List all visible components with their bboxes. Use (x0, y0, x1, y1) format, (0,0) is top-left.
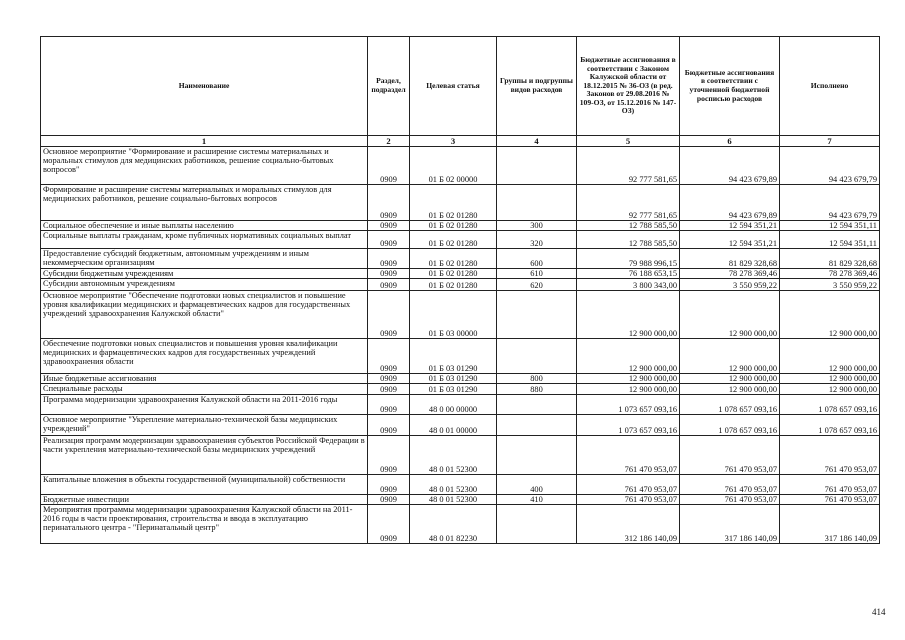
row-group: 320 (497, 231, 577, 249)
row-executed: 317 186 140,09 (780, 505, 880, 544)
row-assign-updated: 1 078 657 093,16 (680, 415, 780, 436)
row-section: 0909 (368, 221, 410, 231)
row-group (497, 339, 577, 374)
row-executed: 94 423 679,79 (780, 147, 880, 185)
table-row (41, 249, 880, 269)
row-assign-updated: 12 900 000,00 (680, 291, 780, 339)
table-row (41, 384, 880, 395)
row-assign-updated: 12 900 000,00 (680, 374, 780, 384)
row-group (497, 415, 577, 436)
row-group: 800 (497, 374, 577, 384)
row-name: Основное мероприятие "Укрепление материально-технической базы медицинских учреждений" (41, 415, 368, 436)
row-section: 0909 (368, 269, 410, 279)
row-assign-updated: 94 423 679,89 (680, 185, 780, 221)
row-section: 0909 (368, 495, 410, 505)
row-executed: 12 900 000,00 (780, 384, 880, 395)
row-target: 48 0 01 52300 (410, 495, 497, 505)
row-name: Предоставление субсидий бюджетным, автономным учреждениям и иным некоммерческим организациям (41, 249, 368, 269)
table-row (41, 231, 880, 249)
row-assign-law: 76 188 653,15 (577, 269, 680, 279)
row-section: 0909 (368, 147, 410, 185)
row-assign-updated: 761 470 953,07 (680, 475, 780, 495)
row-name: Капитальные вложения в объекты государственной (муниципальной) собственности (41, 475, 368, 495)
row-executed: 94 423 679,79 (780, 185, 880, 221)
row-name: Социальные выплаты гражданам, кроме публичных нормативных социальных выплат (41, 231, 368, 249)
row-section: 0909 (368, 291, 410, 339)
header-assign-law: Бюджетные ассигнования в соответствии с Законом Калужской области от 18.12.2015 № 36-ОЗ (в ред. Законов от 29.08.2016 № 109-ОЗ, от 15.12.2016 № 147-ОЗ) (577, 37, 680, 136)
row-target: 48 0 01 00000 (410, 415, 497, 436)
row-target: 01 Б 03 01290 (410, 374, 497, 384)
row-assign-law: 12 900 000,00 (577, 339, 680, 374)
row-target: 01 Б 02 01280 (410, 221, 497, 231)
row-target: 01 Б 02 01280 (410, 231, 497, 249)
column-number-row (41, 136, 880, 147)
row-assign-law: 312 186 140,09 (577, 505, 680, 544)
row-group: 300 (497, 221, 577, 231)
row-target: 48 0 01 52300 (410, 436, 497, 475)
row-target: 48 0 01 82230 (410, 505, 497, 544)
row-name: Иные бюджетные ассигнования (41, 374, 368, 384)
row-executed: 12 900 000,00 (780, 291, 880, 339)
row-assign-law: 1 073 657 093,16 (577, 395, 680, 415)
header-section: Раздел, подраздел (368, 37, 410, 136)
row-section: 0909 (368, 339, 410, 374)
row-name: Обеспечение подготовки новых специалистов и повышения уровня квалификации медицинских и фармацевтических кадров для государственных учреждений здравоохранения области (41, 339, 368, 374)
table-row (41, 395, 880, 415)
colnum: 5 (577, 136, 680, 147)
row-group: 880 (497, 384, 577, 395)
table-row (41, 436, 880, 475)
row-assign-law: 3 800 343,00 (577, 279, 680, 291)
header-target: Целевая статья (410, 37, 497, 136)
row-assign-updated: 317 186 140,09 (680, 505, 780, 544)
row-group (497, 395, 577, 415)
row-name: Субсидии бюджетным учреждениям (41, 269, 368, 279)
row-name: Бюджетные инвестиции (41, 495, 368, 505)
table-row (41, 185, 880, 221)
row-group: 400 (497, 475, 577, 495)
row-group (497, 291, 577, 339)
row-executed: 1 078 657 093,16 (780, 395, 880, 415)
table-row (41, 269, 880, 279)
row-group (497, 185, 577, 221)
row-name: Формирование и расширение системы материальных и моральных стимулов для медицинских работников, решение социально-бытовых вопросов (41, 185, 368, 221)
row-name: Мероприятия программы модернизации здравоохранения Калужской области на 2011-2016 годы в части проектирования, строительства и ввода в эксплуатацию перинатального центра - "Перинатальный центр" (41, 505, 368, 544)
row-assign-updated: 12 594 351,21 (680, 221, 780, 231)
row-executed: 78 278 369,46 (780, 269, 880, 279)
row-assign-law: 761 470 953,07 (577, 495, 680, 505)
row-group: 620 (497, 279, 577, 291)
header-name: Наименование (41, 37, 368, 136)
header-executed: Исполнено (780, 37, 880, 136)
row-section: 0909 (368, 231, 410, 249)
row-group: 600 (497, 249, 577, 269)
row-assign-updated: 1 078 657 093,16 (680, 395, 780, 415)
page-number: 414 (872, 607, 886, 617)
row-section: 0909 (368, 415, 410, 436)
row-executed: 3 550 959,22 (780, 279, 880, 291)
row-target: 01 Б 02 01280 (410, 185, 497, 221)
colnum: 1 (41, 136, 368, 147)
row-executed: 12 900 000,00 (780, 339, 880, 374)
colnum: 4 (497, 136, 577, 147)
row-assign-updated: 12 900 000,00 (680, 384, 780, 395)
row-assign-law: 12 788 585,50 (577, 231, 680, 249)
row-target: 01 Б 03 01290 (410, 339, 497, 374)
table-row (41, 374, 880, 384)
row-assign-updated: 761 470 953,07 (680, 436, 780, 475)
row-target: 01 Б 02 00000 (410, 147, 497, 185)
colnum: 6 (680, 136, 780, 147)
table-header-row (41, 37, 880, 136)
row-assign-law: 12 900 000,00 (577, 384, 680, 395)
row-name: Социальное обеспечение и иные выплаты населению (41, 221, 368, 231)
row-group: 610 (497, 269, 577, 279)
row-assign-law: 92 777 581,65 (577, 185, 680, 221)
row-name: Специальные расходы (41, 384, 368, 395)
row-executed: 761 470 953,07 (780, 495, 880, 505)
table-row (41, 279, 880, 291)
row-executed: 761 470 953,07 (780, 436, 880, 475)
table-row (41, 221, 880, 231)
table-row (41, 339, 880, 374)
row-executed: 12 594 351,11 (780, 221, 880, 231)
row-section: 0909 (368, 436, 410, 475)
row-executed: 1 078 657 093,16 (780, 415, 880, 436)
row-section: 0909 (368, 395, 410, 415)
row-group (497, 436, 577, 475)
row-name: Основное мероприятие "Обеспечение подготовки новых специалистов и повышение уровня квалификации медицинских и фармацевтических кадров для государственных учреждений здравоохранения Калужской области" (41, 291, 368, 339)
row-assign-law: 12 900 000,00 (577, 291, 680, 339)
row-assign-updated: 12 900 000,00 (680, 339, 780, 374)
row-assign-updated: 78 278 369,46 (680, 269, 780, 279)
row-assign-law: 1 073 657 093,16 (577, 415, 680, 436)
row-section: 0909 (368, 475, 410, 495)
row-executed: 12 900 000,00 (780, 374, 880, 384)
row-assign-law: 761 470 953,07 (577, 436, 680, 475)
colnum: 3 (410, 136, 497, 147)
row-section: 0909 (368, 249, 410, 269)
row-group (497, 147, 577, 185)
row-target: 48 0 01 52300 (410, 475, 497, 495)
row-target: 01 Б 02 01280 (410, 249, 497, 269)
table-row (41, 291, 880, 339)
row-assign-law: 761 470 953,07 (577, 475, 680, 495)
row-assign-updated: 3 550 959,22 (680, 279, 780, 291)
table-row (41, 505, 880, 544)
colnum: 2 (368, 136, 410, 147)
row-target: 48 0 00 00000 (410, 395, 497, 415)
row-assign-updated: 12 594 351,21 (680, 231, 780, 249)
row-target: 01 Б 03 01290 (410, 384, 497, 395)
row-section: 0909 (368, 505, 410, 544)
row-assign-law: 12 900 000,00 (577, 374, 680, 384)
row-assign-updated: 94 423 679,89 (680, 147, 780, 185)
row-section: 0909 (368, 279, 410, 291)
colnum: 7 (780, 136, 880, 147)
row-target: 01 Б 02 01280 (410, 269, 497, 279)
budget-table (40, 36, 880, 544)
row-group: 410 (497, 495, 577, 505)
row-section: 0909 (368, 384, 410, 395)
row-section: 0909 (368, 374, 410, 384)
row-section: 0909 (368, 185, 410, 221)
row-group (497, 505, 577, 544)
row-target: 01 Б 02 01280 (410, 279, 497, 291)
table-row (41, 475, 880, 495)
table-row (41, 147, 880, 185)
row-assign-law: 79 988 996,15 (577, 249, 680, 269)
row-name: Программа модернизации здравоохранения Калужской области на 2011-2016 годы (41, 395, 368, 415)
row-assign-law: 12 788 585,50 (577, 221, 680, 231)
table-row (41, 415, 880, 436)
row-executed: 761 470 953,07 (780, 475, 880, 495)
header-assign-updated: Бюджетные ассигнования в соответствии с уточненной бюджетной росписью расходов (680, 37, 780, 136)
row-target: 01 Б 03 00000 (410, 291, 497, 339)
row-name: Субсидии автономным учреждениям (41, 279, 368, 291)
row-assign-law: 92 777 581,65 (577, 147, 680, 185)
row-executed: 81 829 328,68 (780, 249, 880, 269)
row-executed: 12 594 351,11 (780, 231, 880, 249)
row-name: Реализация программ модернизации здравоохранения субъектов Российской Федерации в части укрепления материально-технической базы медицинских учреждений (41, 436, 368, 475)
row-name: Основное мероприятие "Формирование и расширение системы материальных и моральных стимулов для медицинских работников, решение социально-бытовых вопросов" (41, 147, 368, 185)
row-assign-updated: 761 470 953,07 (680, 495, 780, 505)
header-groups: Группы и подгруппы видов расходов (497, 37, 577, 136)
table-row (41, 495, 880, 505)
row-assign-updated: 81 829 328,68 (680, 249, 780, 269)
